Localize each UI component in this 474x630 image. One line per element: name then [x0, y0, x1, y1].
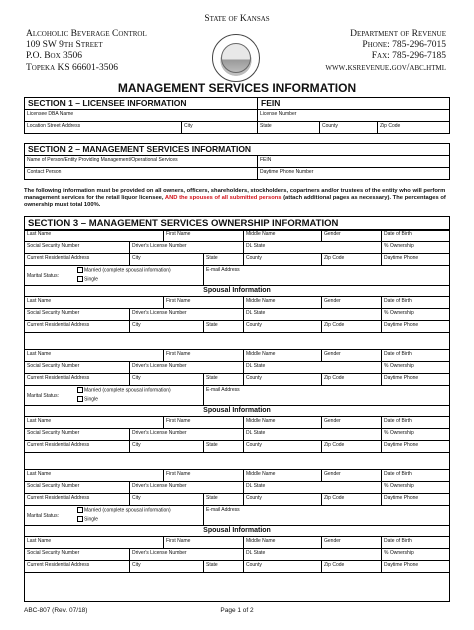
city-field[interactable]: City: [181, 122, 257, 133]
state-title: State of Kansas: [204, 14, 270, 24]
drivers-license-field[interactable]: Driver's License Number: [129, 429, 243, 440]
ownership-percent-field[interactable]: % Ownership: [381, 482, 449, 493]
spousal-info-heading: Spousal Information: [25, 526, 449, 537]
middle-name-field[interactable]: Middle Name: [243, 537, 321, 548]
spousal-info-heading: Spousal Information: [25, 286, 449, 297]
first-name-field[interactable]: First Name: [163, 470, 243, 481]
kansas-seal-icon: [212, 34, 260, 82]
form-row: [25, 362, 449, 374]
section-3: [24, 216, 450, 602]
residential-address-field[interactable]: Current Residential Address: [27, 495, 90, 501]
county-field[interactable]: County: [243, 321, 321, 332]
married-checkbox[interactable]: [77, 507, 83, 513]
form-row: [25, 561, 449, 572]
owner-block: [25, 349, 449, 453]
page-title: MANAGEMENT SERVICES INFORMATION: [117, 81, 357, 95]
ssn-field[interactable]: Social Security Number: [27, 550, 80, 556]
section-2: [24, 143, 450, 180]
marital-row: [25, 506, 449, 526]
state-field[interactable]: State: [203, 561, 243, 572]
married-checkbox[interactable]: [77, 387, 83, 393]
drivers-license-field[interactable]: Driver's License Number: [129, 309, 243, 320]
zip-field[interactable]: Zip Code: [321, 374, 381, 385]
gender-field[interactable]: Gender: [321, 350, 381, 361]
middle-name-field[interactable]: Middle Name: [243, 230, 321, 241]
daytime-phone-field[interactable]: Daytime Phone: [381, 254, 449, 265]
ownership-percent-field[interactable]: % Ownership: [381, 549, 449, 560]
daytime-phone-field[interactable]: Daytime Phone: [381, 321, 449, 332]
form-row: [25, 254, 449, 266]
drivers-license-field[interactable]: Driver's License Number: [129, 549, 243, 560]
zip-field[interactable]: Zip Code: [377, 122, 449, 133]
middle-name-field[interactable]: Middle Name: [243, 350, 321, 361]
zip-field[interactable]: Zip Code: [321, 441, 381, 452]
date-of-birth-field[interactable]: Date of Birth: [381, 350, 449, 361]
phone-line: Phone: 785-296-7015: [362, 40, 446, 51]
zip-field[interactable]: Zip Code: [321, 561, 381, 572]
marital-status: Marital Status: Married (complete spousal information) Single: [27, 507, 171, 523]
website-line: www.ksrevenue.gov/abc.html: [325, 62, 446, 73]
section-1-title: SECTION 1 – LICENSEE INFORMATION: [28, 98, 187, 108]
page-number: Page 1 of 2: [220, 607, 254, 614]
dl-state-field[interactable]: DL State: [243, 309, 381, 320]
gender-field[interactable]: Gender: [321, 417, 381, 428]
address-line: Topeka KS 66601-3506: [26, 62, 118, 73]
state-field[interactable]: State: [203, 494, 243, 505]
form-row: [25, 537, 449, 549]
section-2-heading: SECTION 2 – MANAGEMENT SERVICES INFORMATION: [25, 144, 449, 156]
daytime-phone-field[interactable]: Daytime Phone: [381, 494, 449, 505]
section-3-heading: SECTION 3 – MANAGEMENT SERVICES OWNERSHIP INFORMATION: [25, 217, 449, 231]
last-name-field[interactable]: Last Name: [27, 538, 52, 544]
gender-field[interactable]: Gender: [321, 537, 381, 548]
last-name-field[interactable]: Last Name: [27, 471, 52, 477]
county-field[interactable]: County: [243, 374, 321, 385]
contact-person-field[interactable]: Contact Person: [27, 169, 62, 175]
form-row: [25, 230, 449, 242]
form-row: [25, 374, 449, 386]
form-row: [25, 321, 449, 332]
ownership-percent-field[interactable]: % Ownership: [381, 429, 449, 440]
dl-state-field[interactable]: DL State: [243, 549, 381, 560]
address-line: 109 SW 9th Street: [26, 40, 103, 51]
section-1-heading: [25, 98, 449, 110]
marital-row: [25, 386, 449, 406]
first-name-field[interactable]: First Name: [163, 537, 243, 548]
single-checkbox[interactable]: [77, 276, 83, 282]
last-name-field[interactable]: Last Name: [27, 351, 52, 357]
department-name: Department of Revenue: [350, 29, 446, 39]
street-field[interactable]: Location Street Address: [27, 123, 81, 129]
address-line: Alcoholic Beverage Control: [26, 29, 147, 39]
state-field[interactable]: State: [203, 254, 243, 265]
zip-field[interactable]: Zip Code: [321, 494, 381, 505]
drivers-license-field[interactable]: Driver's License Number: [129, 482, 243, 493]
form-row: [25, 156, 449, 168]
ssn-field[interactable]: Social Security Number: [27, 363, 80, 369]
email-field[interactable]: E-mail Address: [203, 506, 449, 525]
married-checkbox[interactable]: [77, 267, 83, 273]
agency-address: [26, 29, 147, 74]
department-contact: [325, 29, 446, 74]
marital-row: [25, 266, 449, 286]
entity-fein-field[interactable]: FEIN: [257, 156, 449, 167]
daytime-phone-field[interactable]: Daytime Phone Number: [257, 168, 449, 179]
state-field[interactable]: State: [203, 374, 243, 385]
gender-field[interactable]: Gender: [321, 230, 381, 241]
city-field[interactable]: City: [129, 321, 203, 332]
ssn-field[interactable]: Social Security Number: [27, 483, 80, 489]
residential-address-field[interactable]: Current Residential Address: [27, 562, 90, 568]
ssn-field[interactable]: Social Security Number: [27, 430, 80, 436]
form-row: [25, 110, 449, 122]
residential-address-field[interactable]: Current Residential Address: [27, 255, 90, 261]
residential-address-field[interactable]: Current Residential Address: [27, 375, 90, 381]
form-row: [25, 470, 449, 482]
gender-field[interactable]: Gender: [321, 297, 381, 308]
dl-state-field[interactable]: DL State: [243, 429, 381, 440]
zip-field[interactable]: Zip Code: [321, 254, 381, 265]
address-line: P.O. Box 3506: [26, 51, 83, 62]
email-field[interactable]: E-mail Address: [203, 266, 449, 285]
last-name-field[interactable]: Last Name: [27, 231, 52, 237]
residential-address-field[interactable]: Current Residential Address: [27, 442, 90, 448]
city-field[interactable]: City: [129, 494, 203, 505]
middle-name-field[interactable]: Middle Name: [243, 297, 321, 308]
ssn-field[interactable]: Social Security Number: [27, 310, 80, 316]
form-row: [25, 350, 449, 362]
form-row: [25, 441, 449, 452]
form-row: [25, 429, 449, 441]
city-field[interactable]: City: [129, 441, 203, 452]
date-of-birth-field[interactable]: Date of Birth: [381, 417, 449, 428]
date-of-birth-field[interactable]: Date of Birth: [381, 537, 449, 548]
gender-field[interactable]: Gender: [321, 470, 381, 481]
middle-name-field[interactable]: Middle Name: [243, 470, 321, 481]
spousal-info-heading: Spousal Information: [25, 406, 449, 417]
drivers-license-field[interactable]: Driver's License Number: [129, 242, 243, 253]
form-row: [25, 549, 449, 561]
entity-name-field[interactable]: Name of Person/Entity Providing Management/Operational Services: [27, 157, 178, 163]
fein-label: FEIN: [261, 98, 281, 108]
county-field[interactable]: County: [319, 122, 377, 133]
state-field[interactable]: State: [203, 321, 243, 332]
marital-status: Marital Status: Married (complete spousal information) Single: [27, 387, 171, 403]
dba-field[interactable]: Licensee DBA Name: [27, 111, 74, 117]
drivers-license-field[interactable]: Driver's License Number: [129, 362, 243, 373]
dl-state-field[interactable]: DL State: [243, 362, 381, 373]
fax-line: Fax: 785-296-7185: [371, 51, 446, 62]
first-name-field[interactable]: First Name: [163, 417, 243, 428]
license-number-field[interactable]: License Number: [257, 110, 449, 121]
ownership-percent-field[interactable]: % Ownership: [381, 362, 449, 373]
single-checkbox[interactable]: [77, 516, 83, 522]
daytime-phone-field[interactable]: Daytime Phone: [381, 561, 449, 572]
form-row: [25, 242, 449, 254]
middle-name-field[interactable]: Middle Name: [243, 417, 321, 428]
form-row: [25, 309, 449, 321]
county-field[interactable]: County: [243, 561, 321, 572]
state-field[interactable]: State: [203, 441, 243, 452]
daytime-phone-field[interactable]: Daytime Phone: [381, 441, 449, 452]
date-of-birth-field[interactable]: Date of Birth: [381, 297, 449, 308]
ownership-percent-field[interactable]: % Ownership: [381, 309, 449, 320]
city-field[interactable]: City: [129, 561, 203, 572]
form-row: [25, 297, 449, 309]
first-name-field[interactable]: First Name: [163, 350, 243, 361]
county-field[interactable]: County: [243, 441, 321, 452]
county-field[interactable]: County: [243, 254, 321, 265]
owner-block: [25, 229, 449, 333]
city-field[interactable]: City: [129, 254, 203, 265]
first-name-field[interactable]: First Name: [163, 297, 243, 308]
state-field[interactable]: State: [257, 122, 319, 133]
single-checkbox[interactable]: [77, 396, 83, 402]
form-row: [25, 417, 449, 429]
form-number: ABC-807 (Rev. 07/18): [24, 607, 88, 614]
dl-state-field[interactable]: DL State: [243, 482, 381, 493]
residential-address-field[interactable]: Current Residential Address: [27, 322, 90, 328]
last-name-field[interactable]: Last Name: [27, 418, 52, 424]
zip-field[interactable]: Zip Code: [321, 321, 381, 332]
dl-state-field[interactable]: DL State: [243, 242, 381, 253]
city-field[interactable]: City: [129, 374, 203, 385]
last-name-field[interactable]: Last Name: [27, 298, 52, 304]
spouse-requirement: AND the spouses of all submitted persons: [163, 195, 282, 202]
date-of-birth-field[interactable]: Date of Birth: [381, 470, 449, 481]
county-field[interactable]: County: [243, 494, 321, 505]
form-row: [25, 168, 449, 179]
marital-status: Marital Status: Married (complete spousal information) Single: [27, 267, 171, 283]
section-1: [24, 97, 450, 134]
owner-block: [25, 469, 449, 573]
form-row: [25, 482, 449, 494]
daytime-phone-field[interactable]: Daytime Phone: [381, 374, 449, 385]
email-field[interactable]: E-mail Address: [203, 386, 449, 405]
date-of-birth-field[interactable]: Date of Birth: [381, 230, 449, 241]
ownership-percent-field[interactable]: % Ownership: [381, 242, 449, 253]
ssn-field[interactable]: Social Security Number: [27, 243, 80, 249]
form-row: [25, 494, 449, 506]
first-name-field[interactable]: First Name: [163, 230, 243, 241]
form-row: [25, 122, 449, 133]
ownership-notice: The following information must be provided on all owners, officers, shareholders, stockholders, copartners and/or trustees of the entity who will perform management services for the retail liquor licensee, AND the spouses of all submitted persons (attach additional pages as necessary). The percentages of ownership must total 100%.: [24, 188, 446, 209]
